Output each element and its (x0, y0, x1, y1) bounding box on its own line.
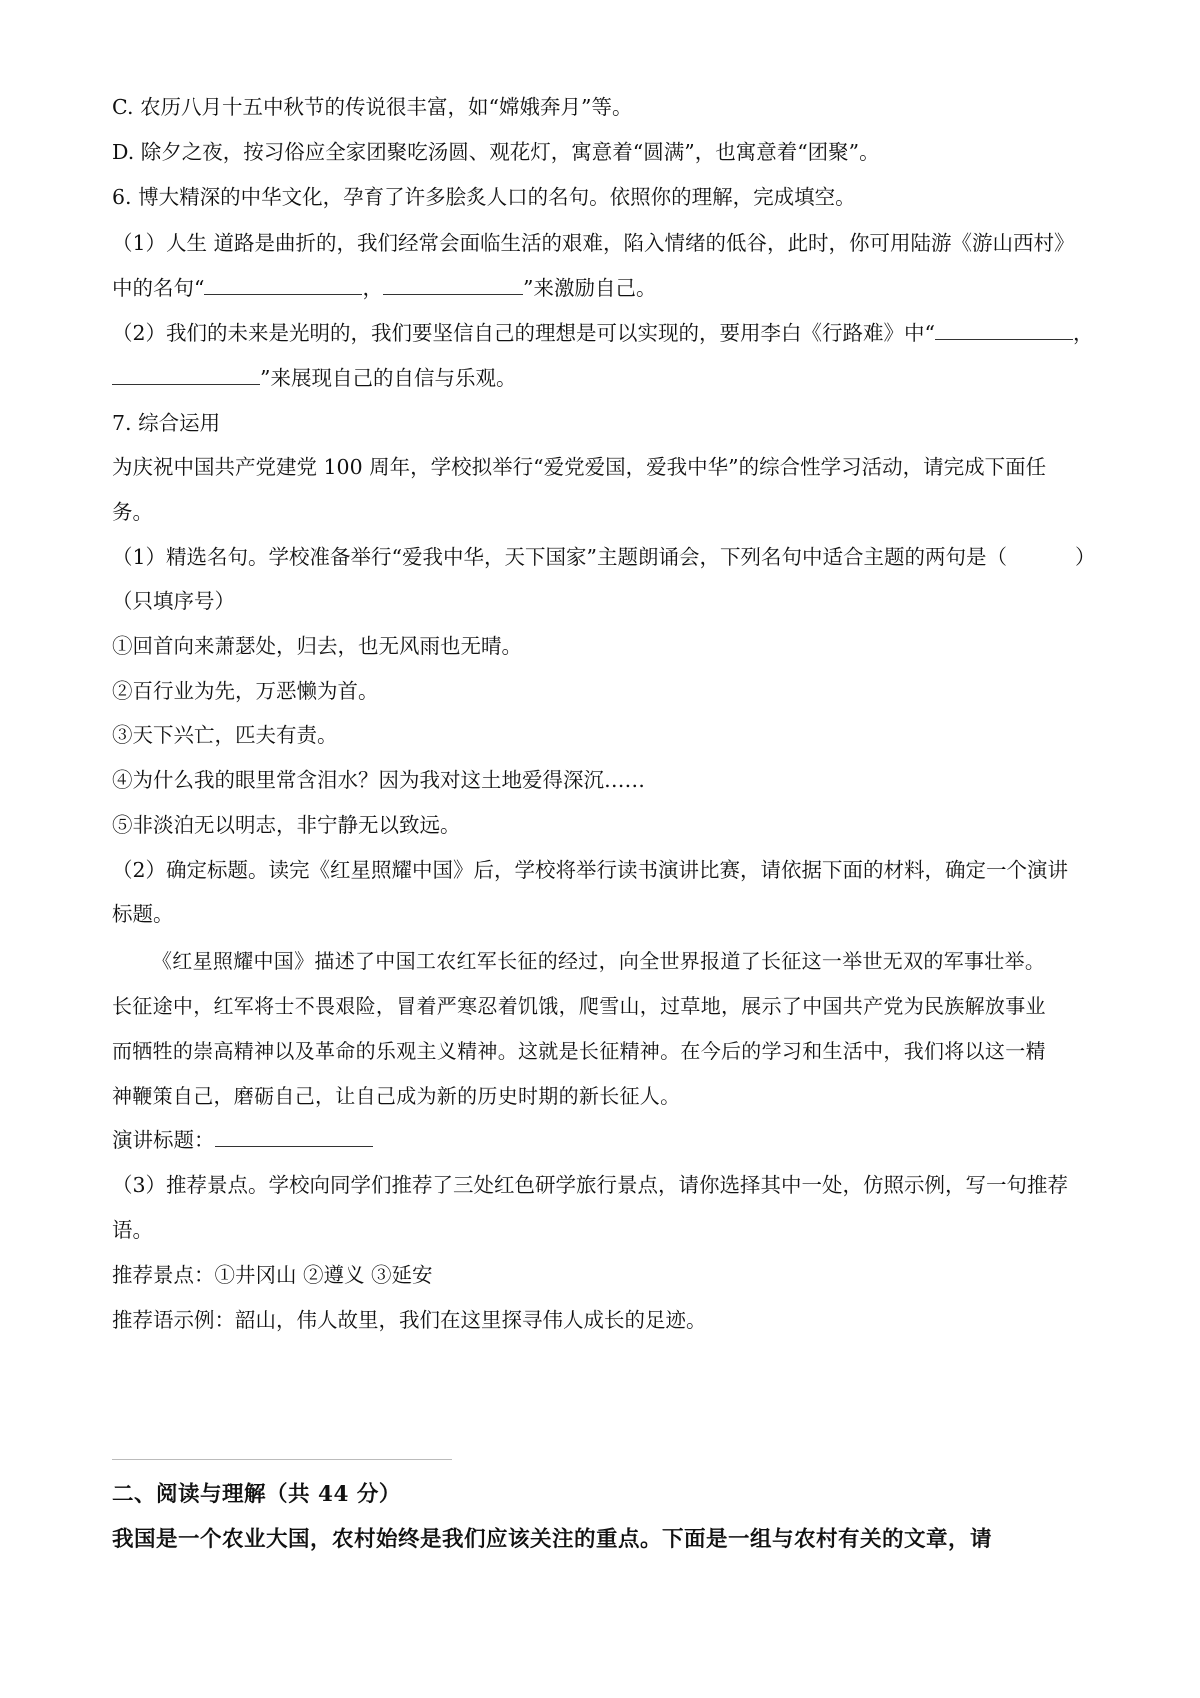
scenic-spots: 推荐景点：①井冈山 ②遵义 ③延安 (112, 1263, 433, 1287)
option-d: D. 除夕之夜，按习俗应全家团聚吃汤圆、观花灯，寓意着“圆满”，也寓意着“团聚”。 (112, 140, 880, 164)
question-6-stem: 6. 博大精深的中华文化，孕育了许多脍炙人口的名句。依照你的理解，完成填空。 (112, 185, 856, 209)
question-7-3-stem-line1: （3）推荐景点。学校向同学们推荐了三处红色研学旅行景点，请你选择其中一处，仿照示例，写一句推荐 (112, 1173, 1069, 1197)
q7-1-text: （1）精选名句。学校准备举行“爱我中华，天下国家”主题朗诵会，下列名句中适合主题的两句是（ (112, 545, 1008, 569)
question-7-1-note: （只填序号） (112, 589, 235, 613)
speech-title-label: 演讲标题： (112, 1128, 215, 1152)
question-6-2-line1 (112, 318, 1108, 348)
q6-2-prefix: （2）我们的未来是光明的，我们要坚信自己的理想是可以实现的，要用李白《行路难》中“ (112, 321, 936, 345)
section-heading: 二、阅读与理解（共 44 分） (112, 1482, 401, 1507)
question-7-intro-line2: 务。 (112, 500, 153, 524)
question-7-3-stem-line2: 语。 (112, 1218, 153, 1242)
question-7-intro-line1: 为庆祝中国共产党建党 100 周年，学校拟举行“爱党爱国，爱我中华”的综合性学习活动，请完成下面任 (112, 455, 1047, 479)
answer-line[interactable] (112, 1459, 452, 1460)
option-item: ①回首向来萧瑟处，归去，也无风雨也无晴。 (112, 634, 522, 658)
answer-blank[interactable] (112, 364, 260, 385)
option-item: ③天下兴亡，匹夫有责。 (112, 723, 338, 747)
q6-1-prefix: 中的名句“ (112, 276, 205, 300)
option-c: C. 农历八月十五中秋节的传说很丰富，如“嫦娥奔月”等。 (112, 95, 633, 119)
passage-line: 《红星照耀中国》描述了中国工农红军长征的经过，向全世界报道了长征这一举世无双的军事壮举。 (152, 949, 1046, 973)
question-7-1-stem (112, 542, 1108, 572)
section-intro: 我国是一个农业大国，农村始终是我们应该关注的重点。下面是一组与农村有关的文章，请 (112, 1527, 993, 1552)
recommendation-example: 推荐语示例：韶山，伟人故里，我们在这里探寻伟人成长的足迹。 (112, 1308, 707, 1332)
q6-2-comma: ， (1073, 321, 1094, 345)
answer-blank[interactable] (204, 274, 362, 295)
answer-blank[interactable] (215, 1126, 373, 1147)
q6-2-suffix: ”来展现自己的自信与乐观。 (260, 366, 517, 390)
passage-line: 长征途中，红军将士不畏艰险，冒着严寒忍着饥饿，爬雪山，过草地，展示了中国共产党为民族解放事业 (112, 994, 1046, 1018)
q6-1-comma: ， (362, 276, 383, 300)
q6-1-suffix: ”来激励自己。 (522, 276, 657, 300)
option-item: ②百行业为先，万恶懒为首。 (112, 679, 379, 703)
question-7-2-stem-line2: 标题。 (112, 902, 174, 926)
passage-line: 而牺牲的崇高精神以及革命的乐观主义精神。这就是长征精神。在今后的学习和生活中，我们将以这一精 (112, 1039, 1046, 1063)
passage-line: 神鞭策自己，磨砺自己，让自己成为新的历史时期的新长征人。 (112, 1084, 681, 1108)
question-6-1-line2 (112, 273, 1108, 303)
question-7-2-stem-line1: （2）确定标题。读完《红星照耀中国》后，学校将举行读书演讲比赛，请依据下面的材料，确定一个演讲 (112, 858, 1069, 882)
option-item: ④为什么我的眼里常含泪水？因为我对这土地爱得深沉…… (112, 768, 645, 792)
q7-1-close-paren: ） (1075, 545, 1096, 569)
answer-blank[interactable] (935, 319, 1073, 340)
question-6-1-line1: （1）人生 道路是曲折的，我们经常会面临生活的艰难，陷入情绪的低谷，此时，你可用陆游《游山西村》 (112, 231, 1075, 255)
question-6-2-line2 (112, 363, 1108, 393)
speech-title-line (112, 1125, 1108, 1155)
answer-blank[interactable] (383, 274, 523, 295)
question-7-heading: 7. 综合运用 (112, 411, 221, 435)
option-item: ⑤非淡泊无以明志，非宁静无以致远。 (112, 813, 461, 837)
